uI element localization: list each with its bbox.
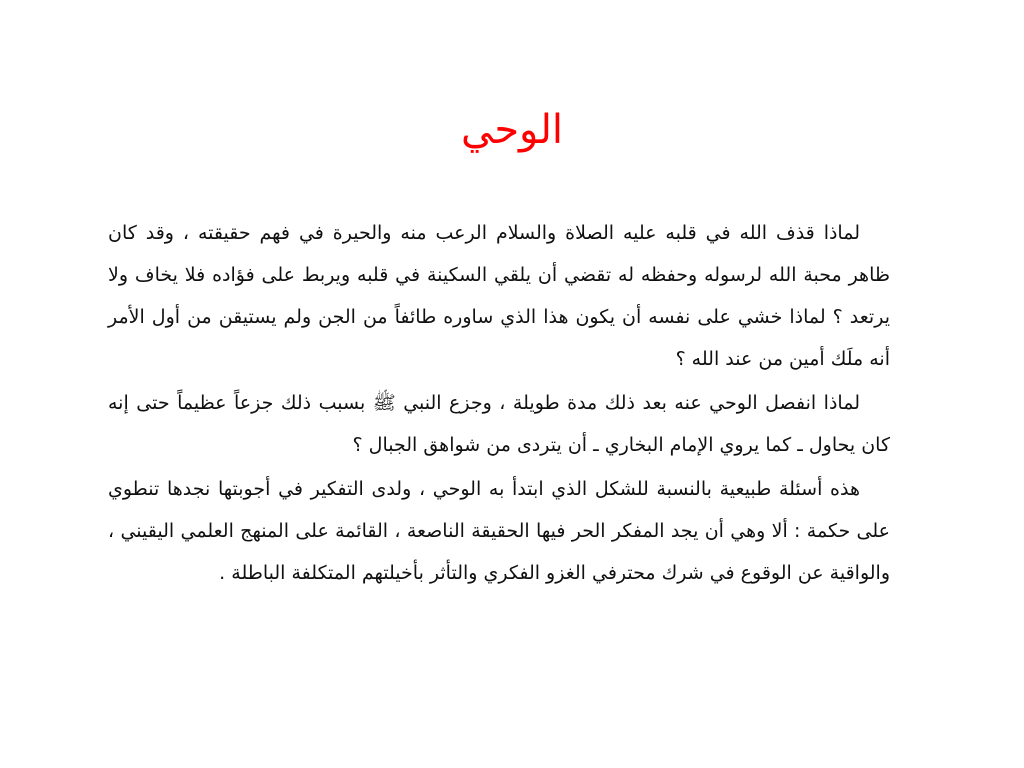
slide-title: الوحي bbox=[460, 107, 564, 153]
paragraph-1: لماذا قذف الله في قلبه عليه الصلاة والسلام الرعب منه والحيرة في فهم حقيقته ، وقد كان ظاهر محبة الله لرسوله وحفظه له تقضي أن يلقي السكينة في قلبه ويربط على فؤاده فلا يخاف ولا يرتعد ؟ لماذا خشي على نفسه أن يكون هذا الذي ساوره طائفاً من الجن ولم يستيقن من أول الأمر أنه ملَك أمين من عند الله ؟ bbox=[108, 222, 890, 370]
paragraph-3: هذه أسئلة طبيعية بالنسبة للشكل الذي ابتدأ به الوحي ، ولدى التفكير في أجوبتها نجدها تنطوي على حكمة : ألا وهي أن يجد المفكر الحر فيها الحقيقة الناصعة ، القائمة على المنهج العلمي اليقيني ، والواقية عن الوقوع في شرك محترفي الغزو الفكري والتأثر بأخيلتهم المتكلفة الباطلة . bbox=[108, 478, 890, 584]
paragraph-2: لماذا انفصل الوحي عنه بعد ذلك مدة طويلة ، وجزع النبي ﷺ بسبب ذلك جزعاً عظيماً حتى إنه كان يحاول ـ كما يروي الإمام البخاري ـ أن يتردى من شواهق الجبال ؟ bbox=[108, 392, 890, 456]
slide-body bbox=[108, 212, 890, 594]
